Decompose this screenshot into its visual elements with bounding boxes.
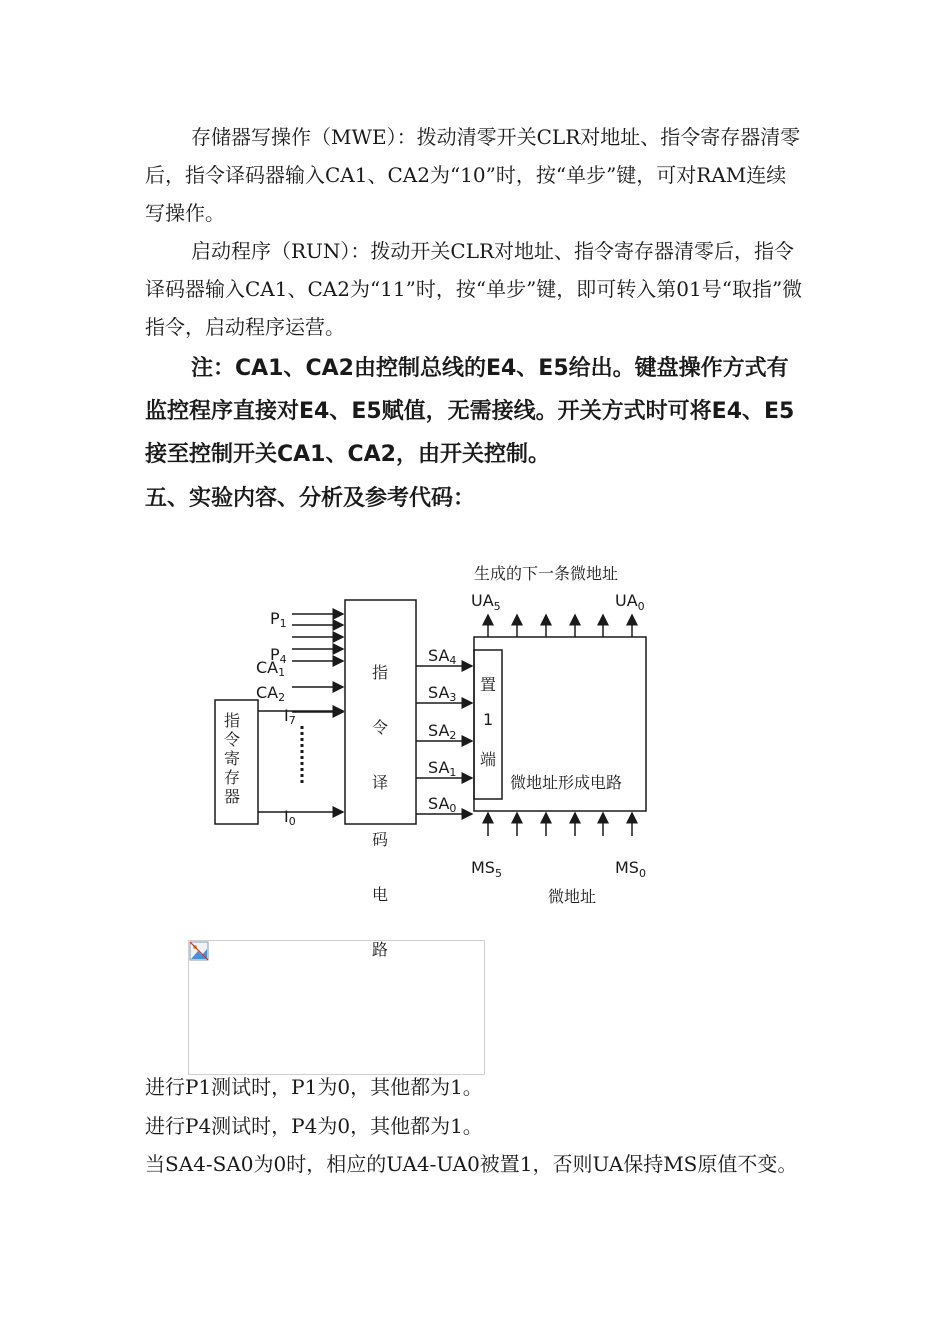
svg-text:电: 电 [372, 885, 389, 904]
text-line-p4-test: 进行P4测试时，P4为0，其他都为1。 [145, 1114, 483, 1138]
svg-text:端: 端 [480, 750, 497, 769]
svg-text:器: 器 [224, 787, 241, 806]
text-line-sa-rule: 当SA4-SA0为0时，相应的UA4-UA0被置1，否则UA保持MS原值不变。 [145, 1152, 798, 1176]
microaddress-circuit-label: 微地址形成电路 [510, 773, 623, 792]
output-arrows [488, 615, 632, 637]
instruction-register-label [224, 711, 240, 806]
set1-terminal-label [480, 675, 496, 769]
svg-text:1: 1 [483, 710, 494, 729]
svg-text:指: 指 [224, 711, 241, 730]
paragraph-run: 启动程序（RUN）：拨动开关CLR对地址、指令寄存器清零后，指令译码器输入CA1、CA2为“11”时，按“单步”键，即可转入第01号“取指”微指令，启动程序运营。 [145, 239, 803, 339]
p1-label: P1 [270, 609, 287, 630]
sa3-label: SA3 [428, 683, 457, 704]
svg-text:路: 路 [372, 940, 389, 959]
sa2-label: SA2 [428, 721, 457, 742]
broken-image-placeholder [188, 940, 485, 1075]
ua0-label: $UA_0$ [615, 591, 645, 613]
svg-text:寄: 寄 [224, 749, 241, 768]
text-line-p1-test: 进行P1测试时，P1为0，其他都为1。 [145, 1075, 483, 1099]
sa4-label: SA4 [428, 646, 457, 667]
svg-text:码: 码 [372, 830, 389, 849]
instruction-decoder-label [372, 663, 388, 959]
p4-label: P4 [270, 645, 287, 666]
microaddress-label: 微地址 [548, 887, 597, 906]
svg-text:令: 令 [224, 730, 241, 749]
i0-label: I0 [284, 807, 296, 828]
next-microaddress-label: 生成的下一条微地址 [474, 564, 619, 583]
section-heading: 五、实验内容、分析及参考代码： [145, 486, 476, 511]
i7-label: I7 [284, 706, 296, 727]
svg-text:指: 指 [372, 663, 389, 682]
ca-input-arrows [292, 687, 343, 712]
ms-input-arrows [488, 813, 632, 836]
svg-text:译: 译 [372, 773, 389, 792]
ua5-label: $UA_5$ [471, 591, 501, 613]
paragraph-mwe: 存储器写操作（MWE）：拨动清零开关CLR对地址、指令寄存器清零后，指令译码器输入CA1、CA2为“10”时，按“单步”键，可对RAM连续写操作。 [145, 125, 801, 225]
ca1-label: CA1 [256, 658, 286, 679]
svg-text:置: 置 [480, 675, 497, 694]
svg-text:令: 令 [372, 718, 389, 737]
paragraph-note: 注：CA1、CA2由控制总线的E4、E5给出。键盘操作方式有监控程序直接对E4、E5赋值，无需接线。开关方式时可将E4、E5接至控制开关CA1、CA2，由开关控制。 [145, 356, 795, 467]
ms5-label: $MS_5$ [471, 858, 502, 880]
p-input-arrows [292, 614, 343, 661]
svg-text:存: 存 [224, 768, 241, 787]
sa1-label: SA1 [428, 758, 457, 779]
sa0-label: SA0 [428, 794, 457, 815]
broken-image-icon [189, 941, 209, 961]
ca2-label: CA2 [256, 683, 286, 704]
ms0-label: $MS_0$ [615, 858, 646, 880]
